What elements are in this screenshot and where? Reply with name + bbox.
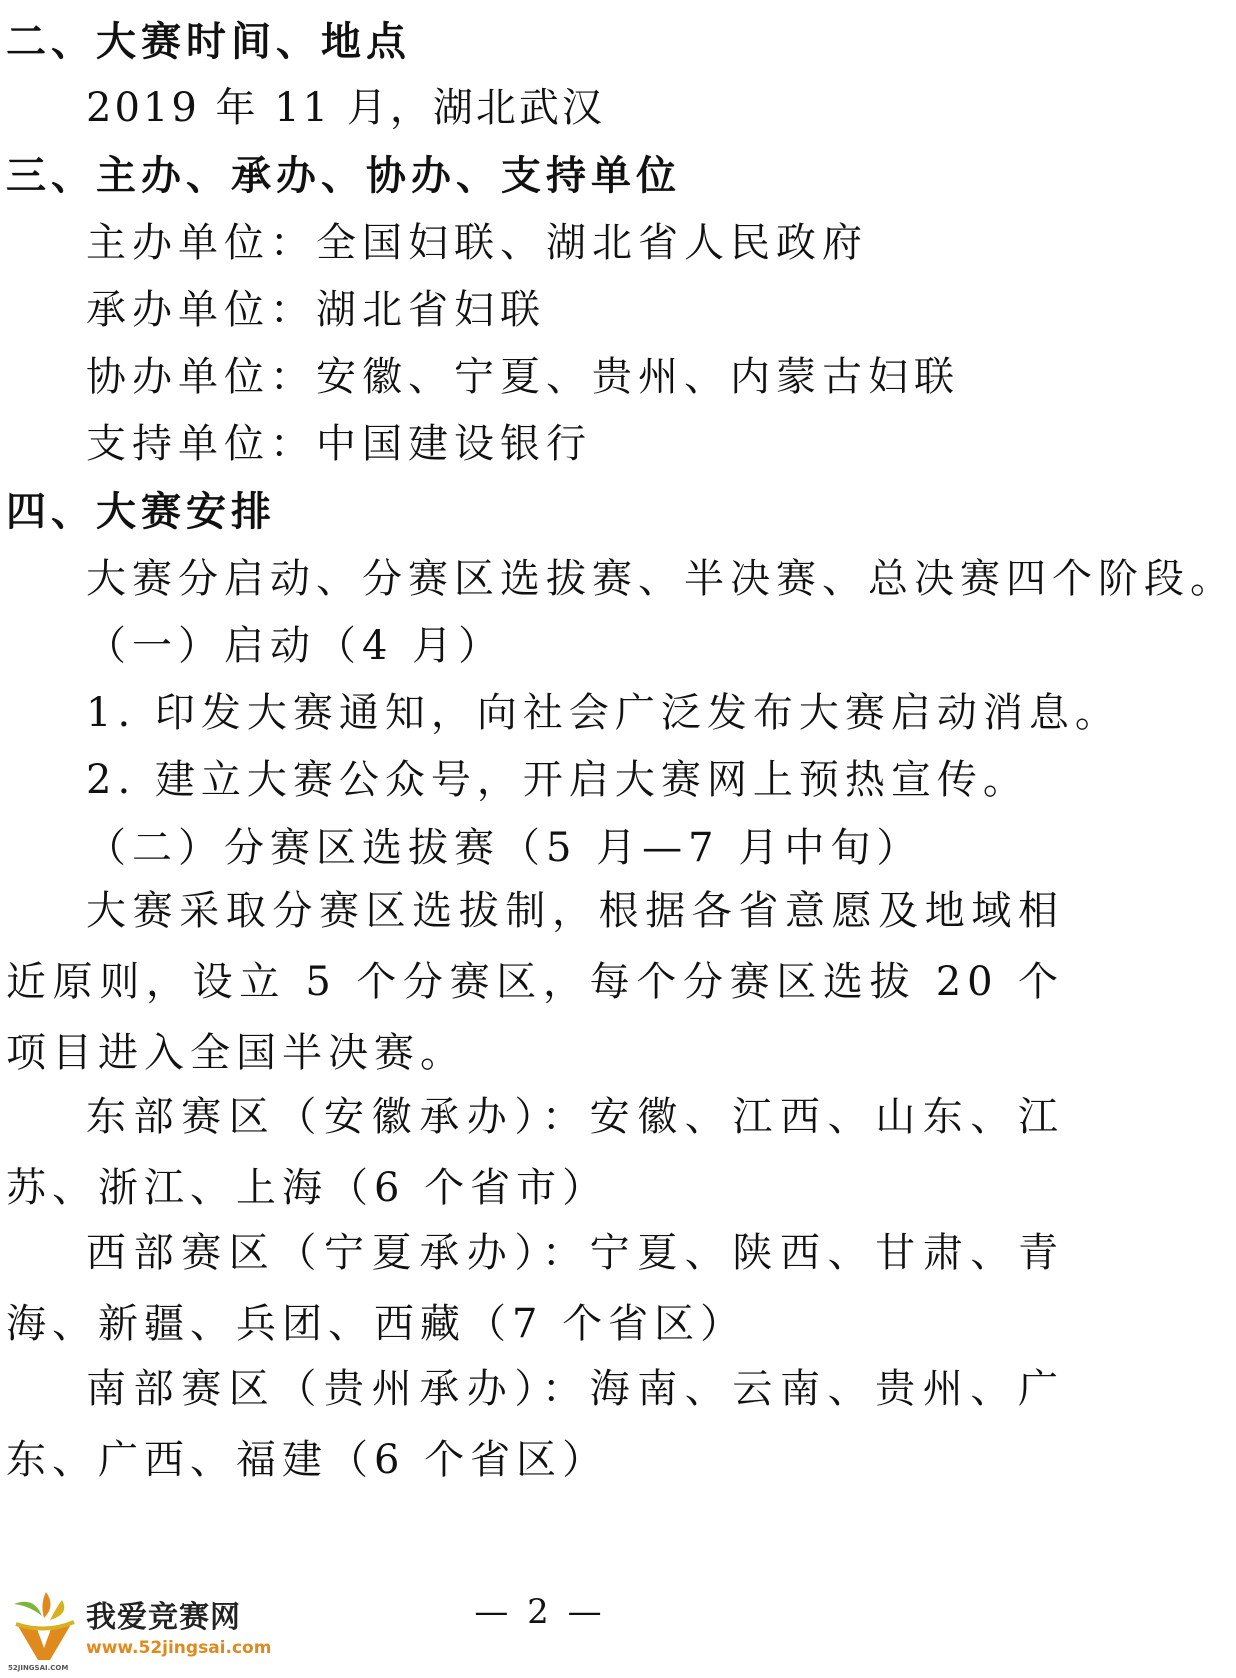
site-watermark [6, 1586, 286, 1672]
watermark-site-name: 我爱竞赛网 [86, 1600, 241, 1635]
watermark-url: www.52jingsai.com [86, 1638, 272, 1658]
watermark-logo-text: 52JINGSAI.COM [8, 1664, 69, 1672]
east-region: 东部赛区（安徽承办）：安徽、江西、山东、江苏、浙江、上海（6 个省市） [6, 1094, 1064, 1211]
watermark-logo-icon [6, 1586, 84, 1672]
stage2-heading: （二）分赛区选拔赛（5 月—7 月中旬） [86, 825, 923, 871]
section-heading-organizers: 三、主办、承办、协办、支持单位 [6, 153, 681, 199]
stage1-item-2: 2. 建立大赛公众号，开启大赛网上预热宣传。 [86, 757, 1029, 803]
section-heading-schedule: 四、大赛安排 [6, 489, 276, 535]
schedule-intro: 大赛分启动、分赛区选拔赛、半决赛、总决赛四个阶段。 [86, 556, 1236, 602]
stage1-item-1: 1. 印发大赛通知，向社会广泛发布大赛启动消息。 [86, 690, 1121, 736]
stage1-heading: （一）启动（4 月） [86, 623, 505, 669]
supporter-unit: 支持单位：中国建设银行 [86, 421, 592, 467]
co-organizer-unit: 协办单位：安徽、宁夏、贵州、内蒙古妇联 [86, 354, 960, 400]
page-number: — 2 — [474, 1592, 606, 1632]
host-unit: 主办单位：全国妇联、湖北省人民政府 [86, 220, 868, 266]
stage2-paragraph: 大赛采取分赛区选拔制，根据各省意愿及地域相近原则，设立 5 个分赛区，每个分赛区选拔 20 个项目进入全国半决赛。 [6, 888, 1064, 1076]
south-region: 南部赛区（贵州承办）：海南、云南、贵州、广东、广西、福建（6 个省区） [6, 1366, 1064, 1483]
west-region: 西部赛区（宁夏承办）：宁夏、陕西、甘肃、青海、新疆、兵团、西藏（7 个省区） [6, 1230, 1064, 1347]
time-place-content: 2019 年 11 月，湖北武汉 [86, 85, 605, 131]
organizer-unit: 承办单位：湖北省妇联 [86, 287, 546, 333]
section-heading-time-place: 二、大赛时间、地点 [6, 19, 411, 65]
